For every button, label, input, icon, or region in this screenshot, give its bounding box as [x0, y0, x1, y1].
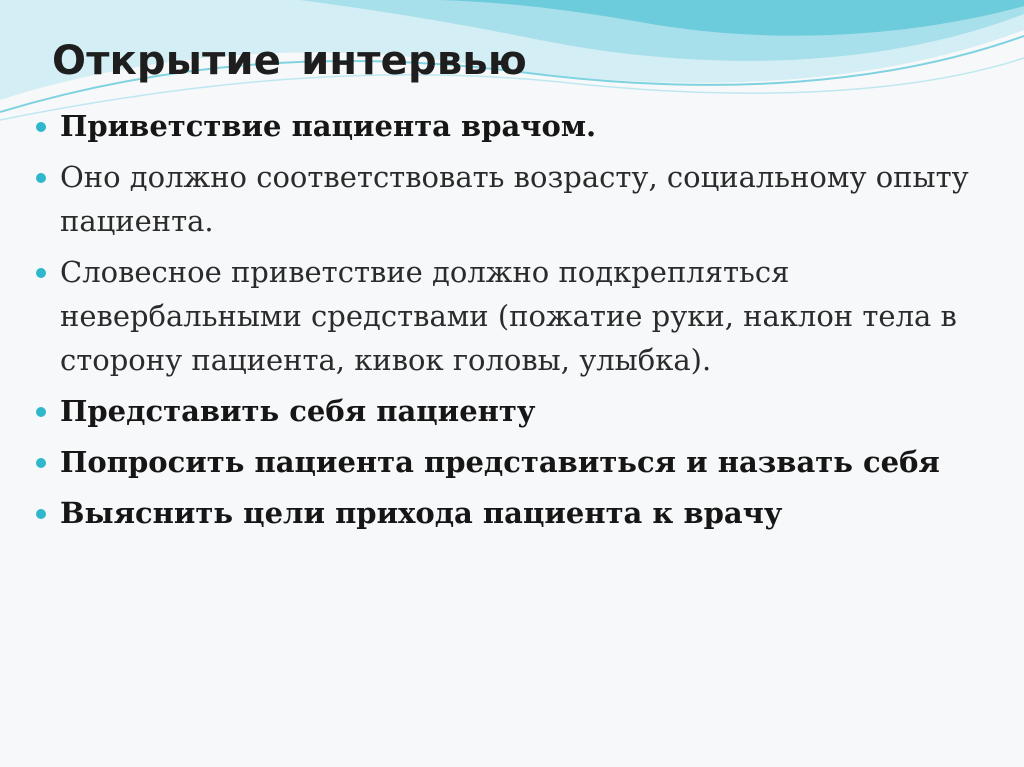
bullet-list: [36, 104, 996, 542]
bullet-dot-icon: [36, 458, 46, 468]
bullet-dot-icon: [36, 173, 46, 183]
bullet-item: [36, 250, 996, 382]
slide-title: Открытие интервью: [52, 38, 527, 84]
bullet-dot-icon: [36, 122, 46, 132]
bullet-text: Попросить пациента представиться и назвать себя: [60, 445, 940, 479]
bullet-item: [36, 389, 996, 433]
bullet-item: [36, 104, 996, 148]
bullet-item: [36, 491, 996, 535]
bullet-text: Оно должно соответствовать возрасту, социальному опыту пациента.: [60, 160, 969, 238]
bullet-dot-icon: [36, 268, 46, 278]
bullet-text: Приветствие пациента врачом.: [60, 109, 597, 143]
bullet-text: Представить себя пациенту: [60, 394, 536, 428]
bullet-dot-icon: [36, 509, 46, 519]
bullet-text: Выяснить цели прихода пациента к врачу: [60, 496, 783, 530]
bullet-item: [36, 155, 996, 243]
bullet-item: [36, 440, 996, 484]
bullet-text: Словесное приветствие должно подкрепляться невербальными средствами (пожатие руки, наклон тела в сторону пациента, кивок головы, улыбка).: [60, 255, 957, 377]
bullet-dot-icon: [36, 407, 46, 417]
